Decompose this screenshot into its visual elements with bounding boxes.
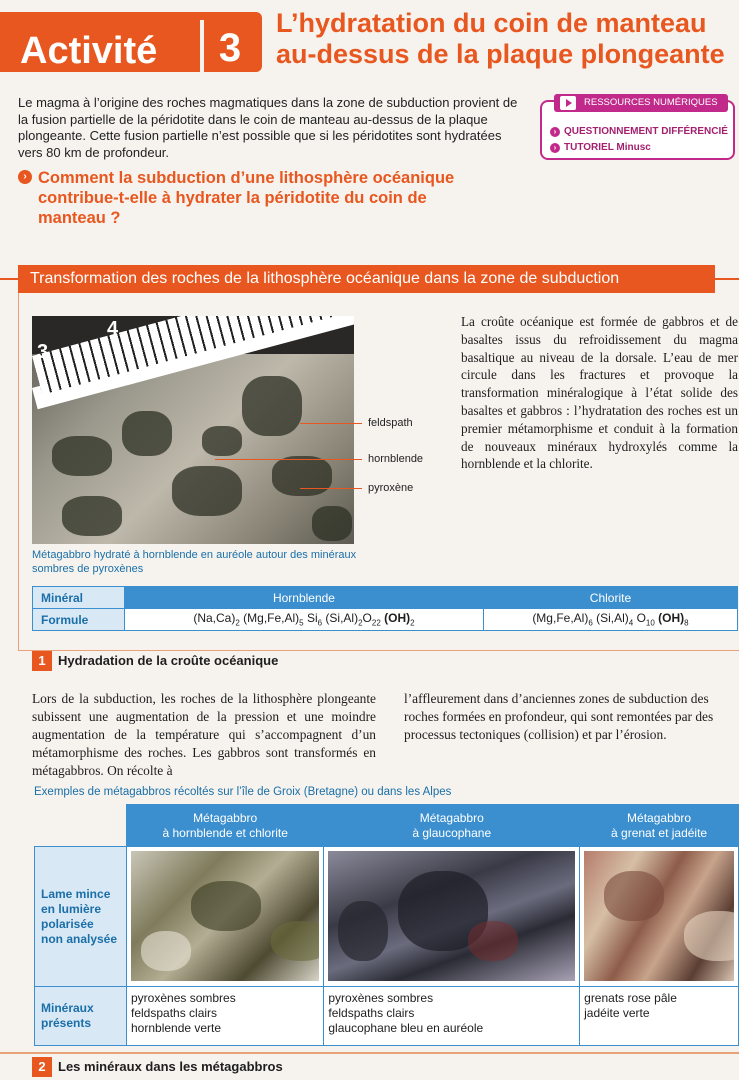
col-chlorite: Chlorite	[483, 587, 737, 609]
section-banner: Transformation des roches de la lithosphère océanique dans la zone de subduction	[18, 265, 715, 293]
metagabbro-caption: Exemples de métagabbros récoltés sur l’île de Groix (Bretagne) ou dans les Alpes	[34, 786, 452, 798]
thin-section-image-glaucophane	[328, 851, 575, 981]
leader-feldspath	[300, 423, 362, 424]
formula-chlorite: $(Mg,Fe,Al)_6$ $(Si,Al)_4$ $O_{10}$ $(OH)_8$	[483, 609, 737, 631]
section-rule-right	[715, 278, 739, 280]
key-question: › Comment la subduction d’une lithosphère océanique contribue-t-elle à hydrater la péridotite du coin de manteau ?	[18, 168, 488, 228]
metagabbro-table	[34, 804, 739, 1046]
leader-hornblende	[215, 459, 362, 460]
ruler-label-4: 4	[107, 318, 119, 340]
row-label-mineraux: Minéraux présents	[35, 987, 127, 1046]
thin-section-cell-1	[127, 847, 324, 987]
doc2-text-left: Lors de la subduction, les roches de la lithosphère plongeante subissent une augmentation de la pression et une moindre augmentation de la température qui s’accompagnent d’un métamorphisme des roches. Les gabbros sont transformés en métagabbros. On récolte à	[32, 691, 376, 778]
row-label-lame-mince: Lame mince en lumière polarisée non analysée	[35, 847, 127, 987]
label-pyroxene: pyroxène	[368, 482, 414, 494]
chevron-right-icon: ›	[550, 127, 560, 137]
resource-link-questionnement[interactable]: › QUESTIONNEMENT DIFFÉRENCIÉ	[550, 126, 728, 137]
formula-hornblende: $(Na,Ca)_2$ $(Mg,Fe,Al)_5$ $Si_6$ $(Si,Al)_2O_{22}$ $(OH)_2$	[125, 609, 484, 631]
resource-link-tutoriel[interactable]: › TUTORIEL Minusc	[550, 142, 651, 153]
title-line-1: L’hydratation du coin de manteau	[276, 8, 707, 38]
label-hornblende: hornblende	[368, 453, 424, 465]
thin-section-image-grenat	[584, 851, 734, 981]
minerals-cell-1: pyroxènes sombres feldspaths clairs hornblende verte	[127, 987, 324, 1046]
activity-label: Activité	[20, 30, 158, 72]
col-hornblende-chlorite: Métagabbro à hornblende et chlorite	[127, 805, 324, 847]
section-rule-left	[0, 278, 18, 280]
doc2-text-right: l’affleurement dans d’anciennes zones de subduction des roches formées en profondeur, qui sont remontées par des processus tectoniques (collision) et par l’érosion.	[404, 691, 714, 742]
thin-section-cell-3	[580, 847, 739, 987]
col-grenat-jadeite: Métagabbro à grenat et jadéite	[580, 805, 739, 847]
resources-tab-label: RESSOURCES NUMÉRIQUES	[584, 97, 718, 108]
formula-table	[32, 586, 738, 631]
doc-1-title: Hydradation de la croûte océanique	[58, 653, 279, 668]
minerals-cell-2: pyroxènes sombres feldspaths clairs glaucophane bleu en auréole	[324, 987, 580, 1046]
minerals-cell-3: grenats rose pâle jadéite verte	[580, 987, 739, 1046]
metagabbro-photo	[32, 316, 354, 544]
chevron-right-icon: ›	[18, 170, 32, 184]
photo-caption: Métagabbro hydraté à hornblende en auréole autour des minéraux sombres de pyroxènes	[32, 549, 357, 575]
doc-2-rule	[0, 1052, 739, 1054]
page-title	[276, 8, 739, 70]
thin-section-image-hornblende	[131, 851, 319, 981]
row-label-formule: Formule	[33, 609, 125, 631]
video-icon	[560, 96, 576, 110]
activity-badge	[0, 12, 262, 72]
doc-2-title: Les minéraux dans les métagabbros	[58, 1059, 283, 1074]
title-line-2: au-dessus de la plaque plongeante	[276, 39, 725, 69]
doc-2-number: 2	[32, 1057, 52, 1077]
doc-1-number: 1	[32, 651, 52, 671]
leader-pyroxene	[300, 488, 362, 489]
table-corner	[35, 805, 127, 847]
col-hornblende: Hornblende	[125, 587, 484, 609]
intro-paragraph: Le magma à l’origine des roches magmatiques dans la zone de subduction provient de la fusion partielle de la péridotite dans le coin de manteau au-dessus de la plaque plongeante. Cette fusion partielle n’est possible que si les péridotites sont hydratées vers 80 km de profondeur.	[18, 95, 518, 160]
resources-box	[540, 97, 735, 160]
chevron-right-icon: ›	[550, 143, 560, 153]
thin-section-cell-2	[324, 847, 580, 987]
activity-number: 3	[200, 20, 256, 76]
doc1-text: La croûte océanique est formée de gabbros et de basaltes issus du refroidissement du magma basaltique au niveau de la dorsale. L’eau de mer circule dans les fractures et provoque la transformation minéralogique à l’état solide des basaltes et gabbros : l’hydratation des roches est un premier métamorphisme et conduit à la formation de nouveaux minéraux hydroxylés comme la hornblende et la chlorite.	[461, 314, 738, 472]
resources-tab	[554, 94, 728, 112]
label-feldspath: feldspath	[368, 417, 413, 429]
col-glaucophane: Métagabbro à glaucophane	[324, 805, 580, 847]
ruler-label-3: 3	[37, 341, 49, 363]
row-label-mineral: Minéral	[33, 587, 125, 609]
